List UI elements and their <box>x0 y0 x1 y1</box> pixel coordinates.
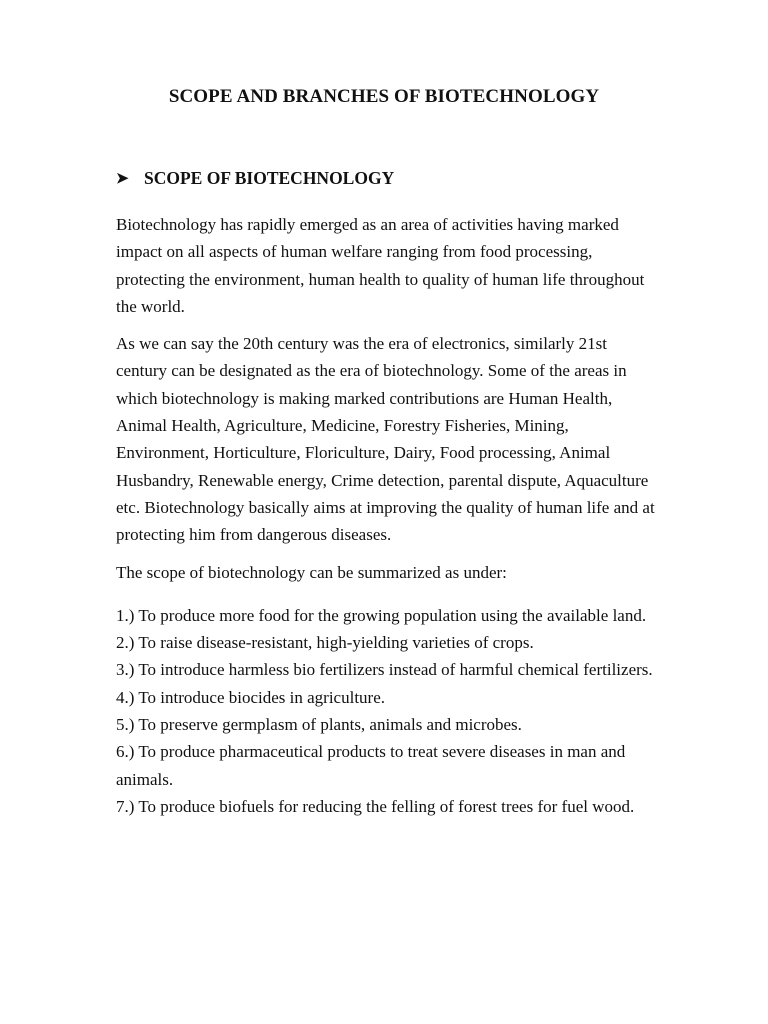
page-title: SCOPE AND BRANCHES OF BIOTECHNOLOGY <box>168 86 600 107</box>
scope-list <box>116 602 656 820</box>
paragraph-summary-lead: The scope of biotechnology can be summarized as under: <box>116 562 507 582</box>
paragraph-intro: Biotechnology has rapidly emerged as an area of activities having marked impact on all aspects of human welfare ranging from food processing, protecting the environment, human health to quality of human life throughout the world. <box>116 215 645 316</box>
document-body <box>116 211 656 820</box>
list-item: 6.) To produce pharmaceutical products to treat severe diseases in man and animals. <box>116 742 626 789</box>
arrowhead-bullet-icon: ➤ <box>116 171 129 187</box>
list-item: 4.) To introduce biocides in agriculture. <box>116 687 386 707</box>
list-item: 2.) To raise disease-resistant, high-yielding varieties of crops. <box>116 633 534 653</box>
list-item: 5.) To preserve germplasm of plants, animals and microbes. <box>116 715 522 735</box>
section-heading <box>116 168 676 189</box>
list-item: 7.) To produce biofuels for reducing the felling of forest trees for fuel wood. <box>116 796 635 816</box>
list-item: 3.) To introduce harmless bio fertilizers instead of harmful chemical fertilizers. <box>116 660 653 680</box>
paragraph-areas: As we can say the 20th century was the era of electronics, similarly 21st century can be designated as the era of biotechnology. Some of the areas in which biotechnology is making marked contributions are Human Health, Animal Health, Agriculture, Medicine, Forestry Fisheries, Mining, Environment, Horticulture, Floriculture, Dairy, Food processing, Animal Husbandry, Renewable energy, Crime detection, parental dispute, Aquaculture etc. Biotechnology basically aims at improving the quality of human life and at protecting him from dangerous diseases. <box>116 334 655 545</box>
list-item: 1.) To produce more food for the growing population using the available land. <box>116 605 647 625</box>
section-heading-text: SCOPE OF BIOTECHNOLOGY <box>144 168 395 188</box>
